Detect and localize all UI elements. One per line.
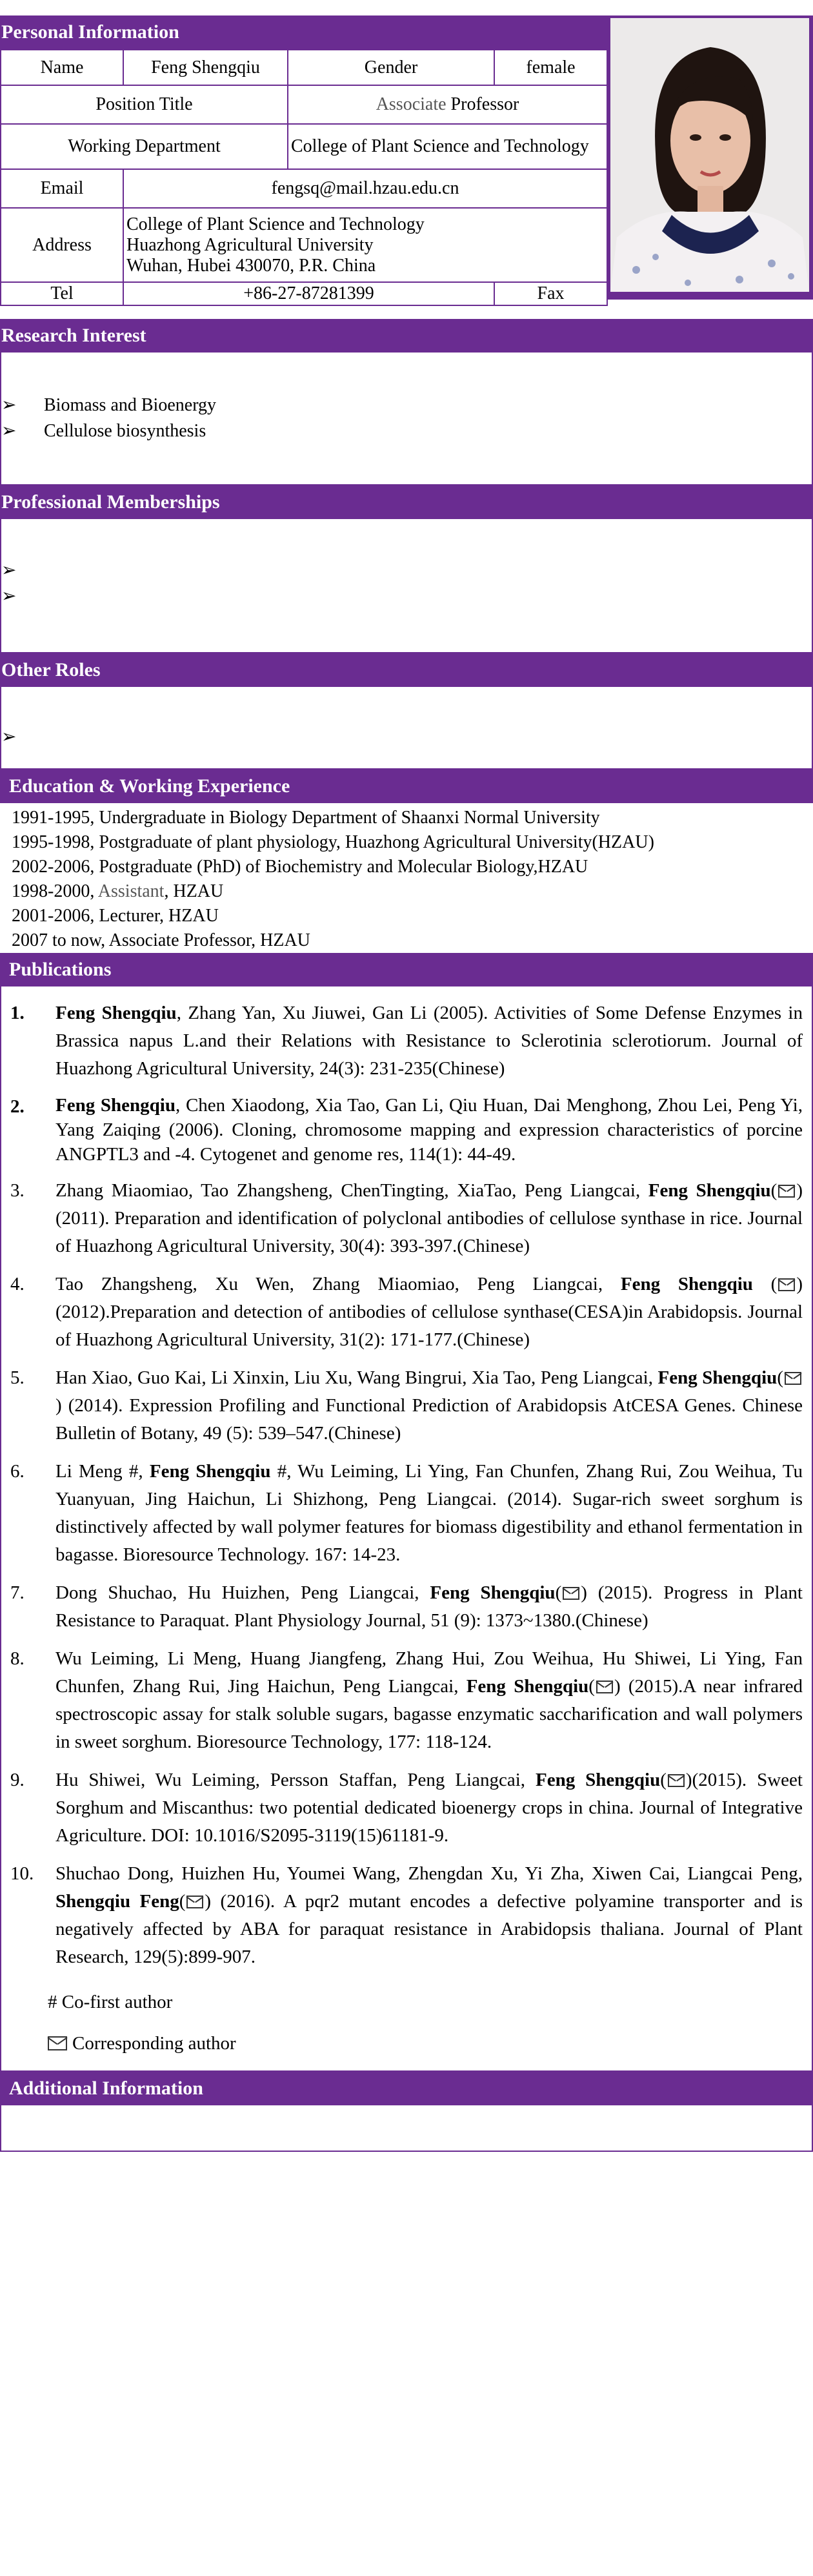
additional-info-body: [0, 2105, 813, 2152]
list-item-label: Biomass and Bioenergy: [44, 395, 217, 415]
memberships-list: [0, 519, 813, 653]
envelope-icon: [785, 1372, 801, 1385]
list-item: [1, 724, 812, 750]
publication-authors: Han Xiao, Guo Kai, Li Xinxin, Liu Xu, Wang Bingrui, Xia Tao, Peng Liangcai,: [55, 1367, 658, 1388]
memberships-section: [0, 486, 813, 653]
personal-info-section: [0, 15, 813, 319]
gender-value: female: [494, 50, 607, 85]
personal-info-header: Personal Information: [0, 15, 607, 49]
position-label: Position Title: [1, 85, 288, 124]
publication-text: Han Xiao, Guo Kai, Li Xinxin, Liu Xu, Wang Bingrui, Xia Tao, Peng Liangcai, Feng Shengqiu() (2014). Expression Profiling and Functional Prediction of Arabidopsis AtCESA Genes. Chinese Bulletin of Botany, 49 (5): 539–547.(Chinese): [55, 1367, 803, 1444]
author-highlight: Feng Shengqiu: [149, 1461, 271, 1482]
publication-number: 10.: [10, 1863, 34, 1884]
personal-info-table: [0, 49, 608, 306]
publication-citation: (2012).Preparation and detection of antibodies of cellulose synthase(CESA)in Arabidopsis. Journal of Huazhong Agricultural University, 31(2): 171-177.(Chinese): [55, 1302, 803, 1350]
envelope-icon: [778, 1278, 795, 1291]
publication-citation: (2015). Sweet Sorghum and Miscanthus: two potential dedicated bioenergy crops in china. Journal of Integrative Agriculture. DOI: 10.1016/S2095-3119(15)61181-9.: [55, 1770, 803, 1846]
publication-authors: Hu Shiwei, Wu Leiming, Persson Staffan, Peng Liangcai,: [55, 1770, 536, 1790]
address-line: Huazhong Agricultural University: [126, 234, 374, 255]
profile-photo: [610, 18, 809, 292]
publication-number: 4.: [10, 1274, 25, 1294]
publication-number: 3.: [10, 1180, 25, 1201]
envelope-icon: [186, 1896, 203, 1908]
publication-text: [55, 999, 803, 1083]
name-value: Feng Shengqiu: [123, 50, 288, 85]
publication-number: 9.: [10, 1770, 25, 1790]
education-line: 2002-2006, Postgraduate (PhD) of Biochemistry and Molecular Biology,HZAU: [12, 857, 588, 877]
publication-citation: (2011). Preparation and identification of polyclonal antibodies of cellulose synthase in rice. Journal of Huazhong Agricultural University, 30(4): 393-397.(Chinese): [55, 1208, 803, 1256]
author-highlight: Feng Shengqiu: [657, 1367, 778, 1388]
publication-text: Tao Zhangsheng, Xu Wen, Zhang Miaomiao, Peng Liangcai, Feng Shengqiu ( ) (2012).Preparation and detection of antibodies of cellulose synthase(CESA)in Arabidopsis. Journal of Huazhong Agricultural University, 31(2): 171-177.(Chinese): [55, 1274, 803, 1350]
education-line: 2001-2006, Lecturer, HZAU: [12, 906, 219, 926]
education-line: 1995-1998, Postgraduate of plant physiology, Huazhong Agricultural University(HZAU): [12, 832, 654, 852]
publication-authors: Zhang Miaomiao, Tao Zhangsheng, ChenTingting, XiaTao, Peng Liangcai,: [55, 1180, 648, 1201]
list-item: [1, 584, 812, 609]
corresponding-author-label: Corresponding author: [72, 2032, 236, 2054]
other-roles-header: Other Roles: [0, 653, 813, 687]
publication-citation: #, Wu Leiming, Li Ying, Fan Chunfen, Zhang Rui, Zou Weihua, Tu Yuanyuan, Jing Haichun, Li Shizhong, Peng Liangcai. (2014). Sugar-rich sweet sorghum is distinctively affected by wall polymer features for biomass digestibility and ethanol fermentation in bagasse. Bioresource Technology. 167: 14-23.: [55, 1461, 803, 1565]
author-highlight: Feng Shengqiu: [466, 1676, 589, 1697]
publication-citation: , Chen Xiaodong, Xia Tao, Gan Li, Qiu Huan, Dai Menghong, Zhou Lei, Peng Yi, Yang Zaiqing (2006). Cloning, chromosome mapping and expression characteristics of porcine ANGPTL3 and -4. Cytogenet and genome res, 114(1): 44-49.: [55, 1095, 803, 1165]
publication-item: [10, 1860, 803, 1971]
publication-number: 8.: [10, 1648, 25, 1669]
publication-item: [10, 1271, 803, 1354]
author-highlight: Feng Shengqiu: [620, 1274, 753, 1294]
address-label: Address: [1, 208, 123, 282]
arrow-bullet-icon: ➢: [1, 560, 17, 580]
envelope-icon: [668, 1774, 685, 1787]
publication-text: Dong Shuchao, Hu Huizhen, Peng Liangcai, Feng Shengqiu( ) (2015). Progress in Plant Resistance to Paraquat. Plant Physiology Journal, 51 (9): 1373~1380.(Chinese): [55, 1582, 803, 1631]
publication-item: [10, 1364, 803, 1447]
arrow-bullet-icon: ➢: [1, 586, 17, 606]
other-roles-section: [0, 653, 813, 770]
publication-authors: Li Meng #,: [55, 1461, 150, 1482]
publication-number: 7.: [10, 1582, 25, 1603]
list-item: [1, 558, 812, 584]
publication-item: [10, 1093, 803, 1167]
arrow-bullet-icon: ➢: [1, 421, 17, 441]
publication-item: [10, 1766, 803, 1850]
publication-number: 5.: [10, 1367, 25, 1388]
author-highlight: Feng Shengqiu: [430, 1582, 556, 1603]
fax-label: Fax: [494, 282, 607, 305]
envelope-icon: [48, 2036, 67, 2050]
address-line: College of Plant Science and Technology: [126, 214, 425, 234]
profile-page: [0, 15, 813, 2152]
publication-text: [55, 1093, 803, 1167]
department-value: College of Plant Science and Technology: [288, 124, 607, 169]
publication-authors: Wu Leiming, Li Meng, Huang Jiangfeng, Zhang Hui, Zou Weihua, Hu Shiwei, Li Ying, Fan Chunfen, Zhang Rui, Jing Haichun, Peng Liangcai,: [55, 1648, 803, 1697]
education-line: 1991-1995, Undergraduate in Biology Department of Shaanxi Normal University: [12, 808, 600, 828]
tel-label: Tel: [1, 282, 123, 305]
list-item-label: Cellulose biosynthesis: [44, 421, 206, 441]
publication-item: [10, 1579, 803, 1635]
publication-citation: , Zhang Yan, Xu Jiuwei, Gan Li (2005). Activities of Some Defense Enzymes in Brassica napus L.and their Relations with Resistance to Sclerotinia sclerotiorum. Journal of Huazhong Agricultural University, 24(3): 231-235(Chinese): [55, 1003, 803, 1079]
publication-citation: (2016). A pqr2 mutant encodes a defective polyamine transporter and is negatively affected by ABA for paraquat resistance in Arabidopsis thaliana. Journal of Plant Research, 129(5):899-907.: [55, 1891, 803, 1967]
envelope-icon: [563, 1587, 579, 1600]
publication-citation: (2015). Progress in Plant Resistance to Paraquat. Plant Physiology Journal, 51 (9): 1373~1380.(Chinese): [55, 1582, 803, 1631]
publication-authors: Shuchao Dong, Huizhen Hu, Youmei Wang, Zhengdan Xu, Yi Zha, Xiwen Cai, Liangcai Peng,: [55, 1863, 803, 1884]
publication-item: [10, 999, 803, 1083]
position-value-a: Associate: [376, 94, 447, 114]
education-list: [0, 803, 813, 953]
research-interest-list: [0, 353, 813, 486]
author-highlight: Shengqiu Feng: [55, 1891, 179, 1912]
education-header: Education & Working Experience: [0, 770, 813, 803]
additional-info-section: [0, 2072, 813, 2152]
publication-citation: (2015).A near infrared spectroscopic assay for stalk soluble sugars, bagasse enzymatic saccharification and wall polymers in sweet sorghum. Bioresource Technology, 177: 118-124.: [55, 1676, 803, 1752]
publications-section: [0, 953, 813, 2072]
publication-citation: (2014). Expression Profiling and Functional Prediction of Arabidopsis AtCESA Genes. Chinese Bulletin of Botany, 49 (5): 539–547.(Chinese): [55, 1395, 803, 1444]
education-section: [0, 770, 813, 953]
gender-label: Gender: [288, 50, 494, 85]
publications-header: Publications: [0, 953, 813, 986]
education-line-part: 1998-2000,: [12, 881, 98, 901]
author-highlight: Feng Shengqiu: [55, 1095, 176, 1116]
publication-text: Wu Leiming, Li Meng, Huang Jiangfeng, Zhang Hui, Zou Weihua, Hu Shiwei, Li Ying, Fan Chunfen, Zhang Rui, Jing Haichun, Peng Liangcai, Feng Shengqiu( ) (2015).A near infrared spectroscopic assay for stalk soluble sugars, bagasse enzymatic saccharification and wall polymers in sweet sorghum. Bioresource Technology, 177: 118-124.: [55, 1648, 803, 1752]
arrow-bullet-icon: ➢: [1, 727, 17, 747]
list-item: [1, 393, 812, 418]
publication-number: 2.: [10, 1096, 25, 1117]
list-item: [1, 418, 812, 444]
cofirst-author-note: # Co-first author: [48, 1991, 173, 2012]
photo-frame: [607, 15, 813, 300]
publication-authors: Dong Shuchao, Hu Huizhen, Peng Liangcai,: [55, 1582, 430, 1603]
publication-item: [10, 1177, 803, 1260]
publication-number: 6.: [10, 1461, 25, 1482]
author-highlight: Feng Shengqiu: [536, 1770, 661, 1790]
publication-number: 1.: [10, 1003, 25, 1023]
position-value: [288, 85, 607, 124]
education-line: 2007 to now, Associate Professor, HZAU: [12, 930, 310, 950]
position-value-b: Professor: [446, 94, 519, 114]
email-value[interactable]: fengsq@mail.hzau.edu.cn: [123, 169, 607, 208]
publications-list: [0, 986, 813, 2072]
name-label: Name: [1, 50, 123, 85]
corresponding-author-note: [10, 2023, 803, 2064]
research-interest-section: [0, 319, 813, 486]
author-highlight: Feng Shengqiu: [55, 1003, 177, 1023]
publication-text: Hu Shiwei, Wu Leiming, Persson Staffan, Peng Liangcai, Feng Shengqiu( )(2015). Sweet Sorghum and Miscanthus: two potential dedicated bioenergy crops in china. Journal of Integrative Agriculture. DOI: 10.1016/S2095-3119(15)61181-9.: [55, 1770, 803, 1846]
research-interest-header: Research Interest: [0, 319, 813, 353]
envelope-icon: [778, 1185, 795, 1198]
tel-value: +86-27-87281399: [123, 282, 494, 305]
publication-text: Shuchao Dong, Huizhen Hu, Youmei Wang, Zhengdan Xu, Yi Zha, Xiwen Cai, Liangcai Peng, Shengqiu Feng( ) (2016). A pqr2 mutant encodes a defective polyamine transporter and is negatively affected by ABA for paraquat resistance in Arabidopsis thaliana. Journal of Plant Research, 129(5):899-907.: [55, 1863, 803, 1967]
education-line-part: , HZAU: [164, 881, 224, 901]
address-value: [123, 208, 607, 282]
address-line: Wuhan, Hubei 430070, P.R. China: [126, 255, 376, 276]
education-line-part: Assistant: [97, 881, 165, 901]
publication-text: [55, 1458, 803, 1569]
department-label: Working Department: [1, 124, 288, 169]
additional-info-header: Additional Information: [0, 2072, 813, 2105]
publication-item: [10, 1645, 803, 1756]
envelope-icon: [596, 1681, 613, 1693]
author-highlight: Feng Shengqiu: [648, 1180, 771, 1201]
memberships-header: Professional Memberships: [0, 486, 813, 519]
education-line: [12, 879, 809, 904]
other-roles-list: [0, 687, 813, 770]
email-label: Email: [1, 169, 123, 208]
publication-text: Zhang Miaomiao, Tao Zhangsheng, ChenTingting, XiaTao, Peng Liangcai, Feng Shengqiu( ) (2011). Preparation and identification of polyclonal antibodies of cellulose synthase in rice. Journal of Huazhong Agricultural University, 30(4): 393-397.(Chinese): [55, 1180, 803, 1256]
publication-item: [10, 1458, 803, 1569]
arrow-bullet-icon: ➢: [1, 395, 17, 415]
publication-authors: Tao Zhangsheng, Xu Wen, Zhang Miaomiao, Peng Liangcai,: [55, 1274, 621, 1294]
